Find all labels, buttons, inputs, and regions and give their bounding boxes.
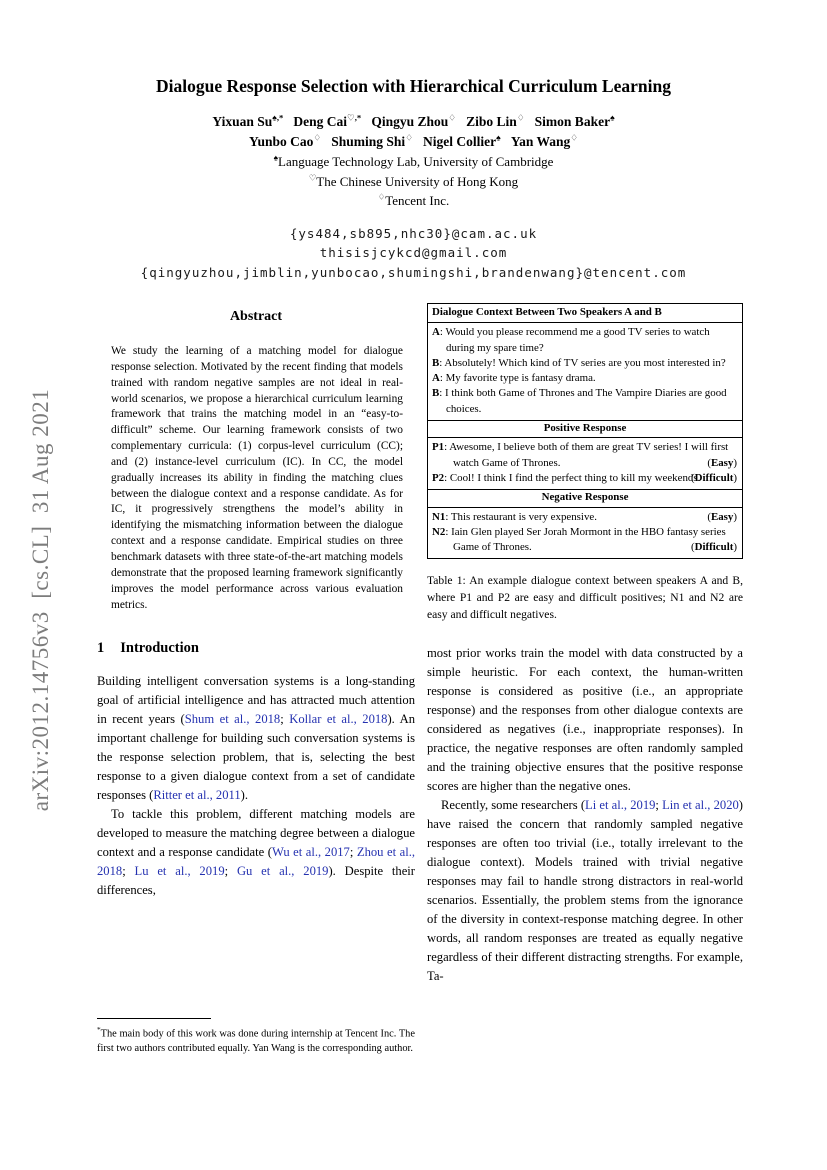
text-segment: Building intelligent conversation systems is a long-standing goal of artificial intelligence and has attracted much attention in recent years ( [97,674,415,727]
text-segment [413,134,423,149]
positive-response-row [432,471,738,486]
positive-response-row [432,440,738,471]
intro-paragraph-2 [97,805,415,900]
text-segment: most prior works train the model with data constructed by a simple heuristic. For each context, the human-written response is considered as positive (i.e., an appropriate response) and the responses from other dialogue contexts are considered as negatives (i.e., inappropriate responses). In practice, the negative responses are often randomly sampled and the training objective ensures that the positive response scores are higher than the negative ones. [427,646,743,794]
text-segment: ♡,* [347,112,362,123]
text-segment [321,134,331,149]
table-header-positive-response: Positive Response [428,421,742,438]
table-section-negative [428,508,742,559]
intro-paragraph-1 [97,672,415,805]
email-line-gmail: thisisjcykcd@gmail.com [319,245,508,260]
paper-header [0,76,827,282]
difficulty-tag: ( Easy ) [707,456,737,471]
dialogue-row [432,386,738,417]
citation-link[interactable]: Ritter et al., 2011 [153,788,241,803]
response-text: Cool! I think I find the perfect thing to kill my weekends. [449,471,701,484]
section-heading-introduction [97,640,415,657]
dialogue-text: I think both Game of Thrones and The Vampire Diaries are good choices. [445,387,727,415]
paper-title: Dialogue Response Selection with Hierarchical Curriculum Learning [156,76,671,96]
response-text: This restaurant is very expensive. [450,510,597,523]
text-segment: Tencent Inc. [385,193,450,208]
text-segment: ♢ [377,192,386,202]
speaker-label: B : [432,357,444,369]
citation-link[interactable]: Wu et al., 2017 [271,845,350,860]
citation-link[interactable]: Lin et al., 2020 [662,798,739,813]
affiliation-cambridge [0,152,827,172]
negative-response-row [432,525,738,556]
negative-response-row [432,510,738,525]
text-segment: ♢ [405,132,413,143]
text-segment: ♢ [448,112,457,123]
right-column [427,303,743,986]
text-segment [283,114,293,129]
text-segment: Qingyu Zhou [371,114,449,129]
intro-paragraph-4 [427,796,743,986]
text-segment: Shuming Shi [331,134,406,149]
affiliation-tencent [0,191,827,211]
text-segment: ♠ [273,153,279,163]
table-caption: Table 1: An example dialogue context between speakers A and B, where P1 and P2 are easy and difficult positives; N1 and N2 are easy and difficult negatives. [427,574,743,622]
dialogue-text: Would you please recommend me a good TV series to watch during my spare time? [445,326,710,354]
table-1 [427,303,743,559]
arxiv-watermark: arXiv:2012.14756v3 [cs.CL] 31 Aug 2021 [28,388,53,812]
dialogue-text: Absolutely! Which kind of TV series are you most interested in? [444,356,726,369]
difficulty-tag: ( Difficult ) [691,471,737,486]
table-section-dialogue [428,323,742,421]
text-segment: Language Technology Lab, University of Cambridge [278,154,554,169]
citation-link[interactable]: Kollar et al., 2018 [289,712,388,727]
text-segment [501,134,511,149]
text-segment: Simon Baker [534,114,611,129]
left-column [97,303,415,900]
response-label: P2 : [432,472,450,484]
email-block [0,224,827,283]
abstract-heading: Abstract [229,309,283,324]
citation-link[interactable]: Li et al., 2019 [585,798,656,813]
text-segment: Nigel Collier [423,134,497,149]
text-segment: ). An important challenge for building such conversation systems is the response selection problem, that is, selecting the best response to a given dialogue context from a set of candidate responses ( [97,712,415,803]
table-section-positive [428,438,742,490]
abstract-text: We study the learning of a matching model for dialogue response selection. Motivated by the recent finding that models trained with random negative samples are not ideal in real-world scenarios, we propose a hierarchical curriculum learning framework that trains the matching model in an “easy-to-difficult” scheme. Our learning framework consists of two complementary curricula: (1) corpus-level curriculum (CC); and (2) instance-level curriculum (IC). In CC, the model gradually increases its ability in finding the matching clues between the dialogue context and a response candidate. As for IC, it progressively strengthens the model’s ability in identifying the mismatching information between the dialogue context and a response candidate. Empirical studies on three benchmark datasets with three state-of-the-art matching models demonstrate that the proposed learning framework significantly improves the model performance across various evaluation metrics. [111,345,403,611]
speaker-label: A : [432,372,446,384]
footnote-text [97,1023,415,1056]
text-segment: ♢ [570,132,579,143]
text-segment: ; [655,798,663,813]
difficulty-tag: ( Easy ) [707,510,737,525]
footnote [97,1018,415,1056]
text-segment: Yan Wang [510,134,571,149]
table-header-negative-response: Negative Response [428,490,742,507]
text-segment: ♠ [496,132,501,143]
footnote-rule [97,1018,211,1019]
section-title: Introduction [120,640,199,657]
text-segment: ; [349,845,357,860]
text-segment: Recently, some researchers ( [441,798,586,813]
citation-link[interactable]: Lu et al., 2019 [134,864,225,879]
text-segment: ; [224,864,237,879]
text-segment: ♢ [313,132,322,143]
response-text: Awesome, I believe both of them are great TV series! I will first watch Game of Thrones. [449,441,729,469]
speaker-label: B : [432,387,445,399]
footnote-marker: * [97,1026,101,1034]
footnote-body: The main body of this work was done during internship at Tencent Inc. The first two authors contributed equally. Yan Wang is the corresponding author. [97,1028,415,1054]
response-label: N1 : [432,511,451,523]
text-segment: ; [280,712,290,727]
text-segment: ) have raised the concern that randomly sampled negative responses are often too trivial (i.e., totally irrelevant to the dialogue context). Models trained with trivial negative responses may fail to handle strong distractors in real-world scenarios. Essentially, the problem stems from the ignorance of the diversity in context-response matching degree. In other words, all random responses are treated as equally negative regardless of their different distracting strengths. For example, Ta- [427,798,743,984]
table-header-dialogue-context: Dialogue Context Between Two Speakers A and B [428,304,742,323]
email-line-cam: {ys484,sb895,nhc30}@cam.ac.uk [289,225,538,241]
author-line-2 [0,132,827,152]
difficulty-tag: ( Difficult ) [691,540,737,555]
dialogue-text: My favorite type is fantasy drama. [445,372,596,385]
dialogue-row [432,371,738,386]
text-segment [456,114,466,129]
section-number: 1 [97,640,105,657]
citation-link[interactable]: Shum et al., 2018 [184,712,281,727]
dialogue-row [432,356,738,371]
text-segment: ). [240,788,248,803]
text-segment: ♡ [308,173,317,183]
text-segment: To tackle this problem, different matching models are developed to measure the matching degree between a dialogue context and a response candidate ( [97,807,415,860]
text-segment: The Chinese University of Hong Kong [316,173,519,189]
email-line-tencent: {qingyuzhou,jimblin,yunbocao,shumingshi,brandenwang}@tencent.com [140,264,687,280]
citation-link[interactable]: Gu et al., 2019 [236,864,329,879]
text-segment: ♠ [610,112,615,123]
speaker-label: A : [432,326,445,338]
author-line-1 [0,112,827,132]
text-segment: ; [122,864,135,879]
intro-paragraph-3 [427,644,743,796]
text-segment [525,114,535,129]
text-segment: ). Despite their differences, [97,864,415,898]
affiliation-cuhk [0,172,827,192]
dialogue-row [432,325,738,356]
text-segment [361,114,371,129]
text-segment: Deng Cai [293,114,348,129]
text-segment: Yunbo Cao [248,134,314,149]
text-segment: ♢ [516,112,525,123]
response-text: Iain Glen played Ser Jorah Mormont in the HBO fantasy series Game of Thrones. [451,525,726,554]
citation-link[interactable]: Zhou et al., 2018 [97,845,415,879]
response-label: N2 : [432,526,451,538]
response-label: P1 : [432,441,449,453]
text-segment: Zibo Lin [466,114,517,129]
text-segment: ♠,* [272,112,284,123]
text-segment: Yixuan Su [212,114,273,129]
